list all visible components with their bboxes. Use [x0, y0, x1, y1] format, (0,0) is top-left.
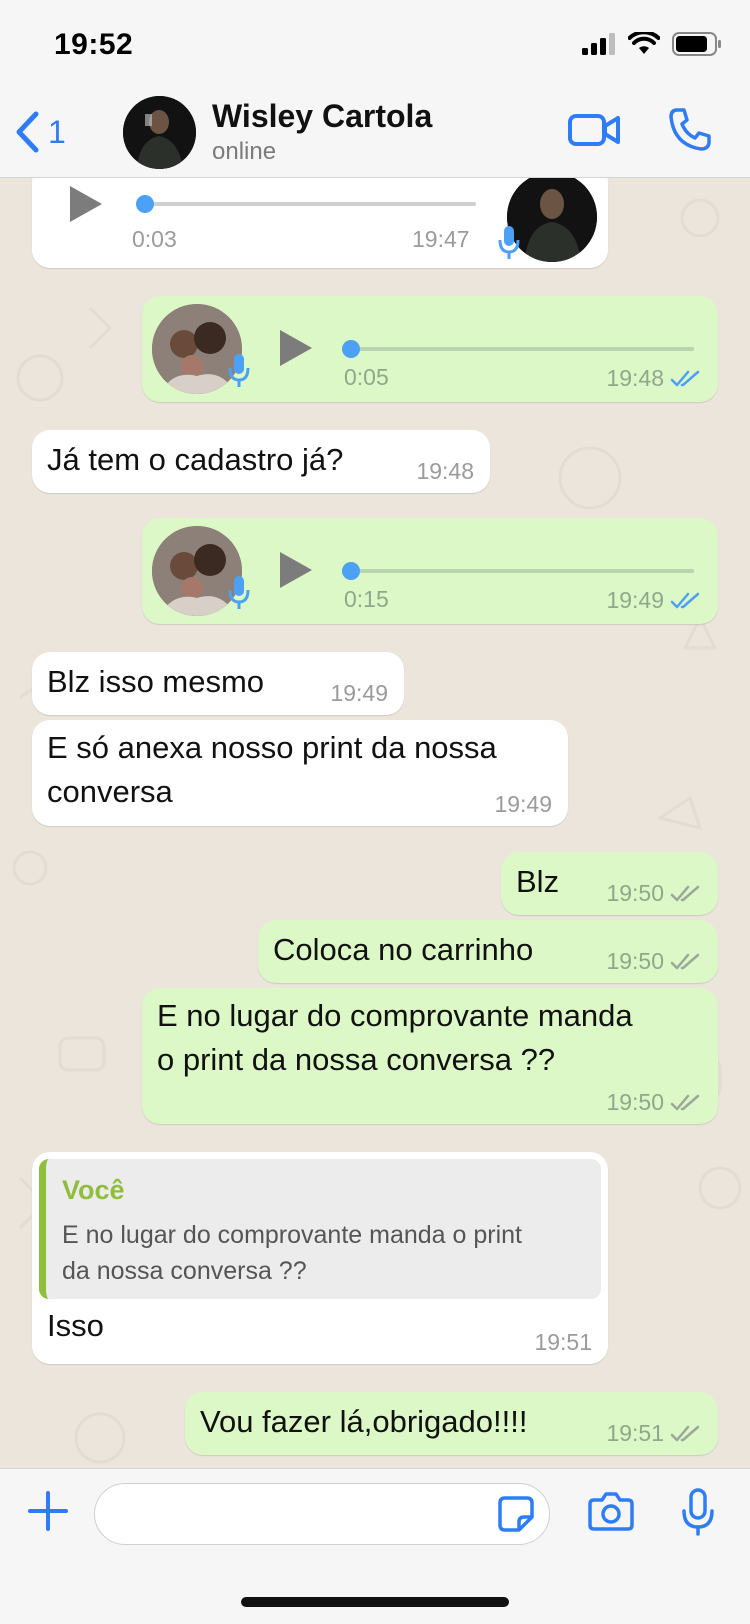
- message-meta: [416, 458, 474, 485]
- message-text-line-2: conversa: [47, 774, 173, 809]
- double-check-read-icon: [670, 369, 702, 389]
- message-meta: [606, 1089, 702, 1116]
- play-button[interactable]: [70, 186, 102, 222]
- message-list[interactable]: [0, 178, 750, 1468]
- quote-text-line-2: da nossa conversa ??: [62, 1257, 307, 1285]
- phone-call-icon[interactable]: [668, 106, 712, 152]
- message-time: 19:49: [330, 680, 388, 706]
- audio-progress-track[interactable]: [342, 347, 694, 351]
- audio-duration: 0:15: [344, 586, 389, 612]
- message-time: 19:49: [606, 587, 664, 613]
- message-time: 19:51: [534, 1329, 592, 1355]
- message-text: Blz: [516, 864, 560, 899]
- message-bubble-incoming[interactable]: [32, 430, 490, 493]
- message-text: Blz isso mesmo: [47, 664, 265, 699]
- message-time: 19:50: [606, 880, 664, 906]
- system-indicators: [582, 32, 722, 56]
- audio-scrubber[interactable]: [342, 562, 360, 580]
- battery-icon: [672, 32, 722, 56]
- cellular-signal-icon: [582, 33, 616, 55]
- message-text: Já tem o cadastro já?: [47, 442, 344, 477]
- message-meta: [534, 1329, 592, 1356]
- contact-name[interactable]: Wisley Cartola: [212, 98, 433, 134]
- quote-author: Você: [62, 1175, 125, 1205]
- message-bubble-incoming[interactable]: [32, 720, 568, 826]
- status-bar: [0, 0, 750, 88]
- message-input[interactable]: [94, 1483, 550, 1545]
- message-time: 19:50: [606, 948, 664, 974]
- audio-progress-track[interactable]: [136, 202, 476, 206]
- message-meta: [494, 791, 552, 818]
- plus-icon[interactable]: [26, 1489, 70, 1533]
- double-check-icon: [670, 952, 702, 972]
- message-bubble-outgoing[interactable]: [142, 518, 718, 624]
- microphone-icon: [228, 574, 250, 610]
- double-check-icon: [670, 1093, 702, 1113]
- message-meta: [606, 880, 702, 907]
- chat-header: [0, 88, 750, 178]
- person-photo-icon: [507, 178, 597, 262]
- message-time: 19:51: [606, 1420, 664, 1446]
- unread-count: 1: [48, 113, 66, 150]
- sticker-icon[interactable]: [497, 1495, 535, 1533]
- message-bubble-outgoing[interactable]: [258, 920, 718, 983]
- message-text-line-1: E só anexa nosso print da nossa: [47, 730, 497, 765]
- play-button[interactable]: [280, 552, 312, 588]
- status-time: 19:52: [54, 28, 134, 61]
- message-text: Coloca no carrinho: [273, 932, 534, 967]
- message-meta: [606, 1420, 702, 1447]
- message-time: 19:49: [494, 791, 552, 817]
- camera-icon[interactable]: [588, 1491, 634, 1531]
- audio-scrubber[interactable]: [136, 195, 154, 213]
- message-meta: [330, 680, 388, 707]
- double-check-read-icon: [670, 591, 702, 611]
- message-bubble-incoming-reply[interactable]: [32, 1152, 608, 1364]
- message-meta: [606, 948, 702, 975]
- play-button[interactable]: [280, 330, 312, 366]
- quoted-message[interactable]: [39, 1159, 601, 1299]
- message-text: Vou fazer lá,obrigado!!!!: [200, 1404, 528, 1439]
- microphone-icon: [498, 224, 520, 260]
- contact-avatar[interactable]: [123, 96, 196, 169]
- message-bubble-incoming[interactable]: [32, 178, 608, 268]
- video-call-icon[interactable]: [567, 108, 621, 152]
- message-text-line-1: E no lugar do comprovante manda: [157, 998, 633, 1033]
- wifi-icon: [628, 32, 660, 56]
- audio-duration: 0:05: [344, 364, 389, 390]
- microphone-icon: [228, 352, 250, 388]
- message-bubble-outgoing[interactable]: [142, 296, 718, 402]
- double-check-icon: [670, 884, 702, 904]
- message-bubble-outgoing[interactable]: [185, 1392, 718, 1455]
- message-time: 19:48: [416, 458, 474, 484]
- back-button[interactable]: [14, 110, 66, 154]
- person-photo-icon: [123, 96, 196, 169]
- audio-duration: 0:03: [132, 226, 177, 252]
- double-check-icon: [670, 1424, 702, 1444]
- sender-avatar: [507, 178, 597, 262]
- message-bubble-outgoing[interactable]: [142, 988, 718, 1124]
- message-bubble-incoming[interactable]: [32, 652, 404, 715]
- audio-progress-track[interactable]: [342, 569, 694, 573]
- message-text: Isso: [47, 1308, 104, 1343]
- home-indicator[interactable]: [241, 1597, 509, 1607]
- message-time: 19:48: [606, 365, 664, 391]
- contact-status: online: [212, 138, 277, 165]
- audio-scrubber[interactable]: [342, 340, 360, 358]
- message-meta: [606, 587, 702, 614]
- message-time: 19:50: [606, 1089, 664, 1115]
- message-text-line-2: o print da nossa conversa ??: [157, 1042, 556, 1077]
- message-time: 19:47: [412, 226, 470, 252]
- quote-text-line-1: E no lugar do comprovante manda o print: [62, 1221, 522, 1249]
- message-bubble-outgoing[interactable]: [501, 852, 718, 915]
- message-meta: [606, 365, 702, 392]
- microphone-icon[interactable]: [681, 1487, 715, 1537]
- chevron-left-icon: [14, 110, 40, 154]
